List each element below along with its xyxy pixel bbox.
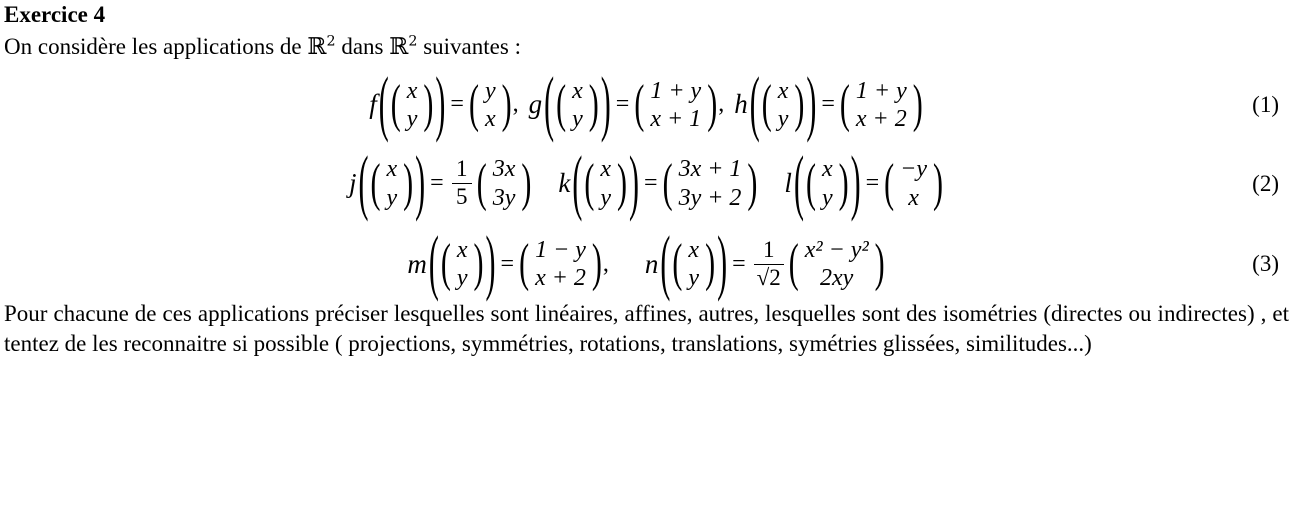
reals-squared-1: ℝ$^2$: [307, 33, 336, 60]
inner-paren-close: ): [705, 234, 716, 293]
inner-paren-open: (: [556, 75, 567, 133]
equation-tag-2: (2): [1252, 170, 1279, 196]
result-paren-close: ): [912, 75, 923, 133]
outer-paren-open: (: [572, 141, 583, 223]
result-paren-close: ): [707, 75, 718, 133]
inner-paren-open: (: [761, 75, 772, 133]
result-paren-open: (: [634, 75, 645, 133]
function-f: f: [369, 89, 377, 120]
function-h: h: [734, 89, 748, 120]
intro-text-mid: dans: [335, 33, 390, 59]
result-paren-open: (: [884, 153, 895, 212]
equals-sign: =: [821, 91, 835, 118]
result-vector: y x: [484, 77, 496, 132]
outer-paren-close: ): [435, 63, 446, 145]
separator-comma: ,: [718, 91, 725, 118]
inner-paren-open: (: [584, 153, 595, 212]
inner-paren-close: ): [838, 153, 849, 212]
inner-paren-close: ): [473, 234, 484, 293]
inner-paren-close: ): [617, 153, 628, 212]
inner-paren-close: ): [423, 75, 434, 133]
function-l: l: [784, 168, 792, 199]
outer-paren-open: (: [358, 141, 369, 223]
document-page: [0, 2, 1293, 509]
result-vector: −y x: [900, 156, 927, 211]
result-paren-open: (: [788, 234, 799, 293]
outer-paren-close: ): [806, 63, 817, 145]
closing-text: Pour chacune de ces applications préciser lesquelles sont linéaires, affines, autres, lesquelles sont des isométries (directes ou indirectes) , et tentez de les reconnaitre si possible ( projections, symmétries, rotations, translations, symétries glissées, similitudes...): [4, 300, 1289, 356]
outer-paren-open: (: [428, 222, 439, 304]
intro-text-after: suivantes :: [417, 33, 521, 59]
equation-tag-1: (1): [1252, 91, 1279, 117]
argument-vector: x y: [688, 236, 700, 292]
equation-row-3: [0, 222, 1293, 304]
coefficient-fraction-sqrt: $\frac{1}{√2}$: [750, 238, 788, 291]
outer-paren-close: ): [850, 141, 861, 223]
result-paren-open: (: [839, 75, 850, 133]
equations-block: [0, 63, 1293, 304]
argument-vector: x y: [777, 77, 789, 132]
equation-row-2: [0, 141, 1293, 223]
outer-paren-open: (: [378, 63, 389, 145]
function-m: m: [407, 248, 427, 279]
argument-vector: x y: [456, 236, 468, 292]
equals-sign: =: [615, 91, 630, 118]
result-vector: 1 + y x + 1: [650, 77, 702, 132]
outer-paren-close: ): [717, 222, 728, 304]
argument-vector: x y: [572, 77, 583, 132]
outer-paren-open: (: [544, 63, 555, 145]
function-k: k: [558, 168, 571, 199]
inner-paren-open: (: [370, 153, 381, 212]
argument-vector: x y: [600, 156, 612, 211]
outer-paren-close: ): [485, 222, 496, 304]
argument-vector: x y: [386, 156, 398, 211]
result-paren-close: ): [521, 153, 532, 212]
reals-squared-2: ℝ$^2$: [389, 33, 418, 60]
function-g: g: [528, 89, 543, 120]
equals-sign: =: [430, 170, 444, 197]
result-vector: 3x 3y: [492, 156, 516, 211]
result-paren-close: ): [747, 153, 758, 212]
result-vector: 3x + 1 3y + 2: [678, 156, 742, 211]
intro-text-before: On considère les applications de: [4, 33, 308, 59]
result-paren-close: ): [874, 234, 885, 293]
equals-sign: =: [865, 170, 880, 197]
result-paren-open: (: [519, 234, 530, 293]
equals-sign: =: [450, 91, 464, 118]
equals-sign: =: [500, 250, 515, 277]
equals-sign: =: [644, 170, 658, 197]
result-paren-open: (: [476, 153, 487, 212]
inner-paren-close: ): [403, 153, 414, 212]
outer-paren-open: (: [749, 63, 760, 145]
inner-paren-open: (: [672, 234, 683, 293]
outer-paren-open: (: [793, 141, 804, 223]
exercise-title: Exercice 4: [4, 2, 106, 27]
result-vector: 1 + y x + 2: [855, 77, 907, 132]
inner-paren-open: (: [805, 153, 816, 212]
function-j: j: [349, 168, 357, 199]
equals-sign: =: [732, 250, 746, 277]
function-n: n: [644, 248, 659, 279]
result-vector: x² − y² 2xy: [804, 236, 869, 292]
outer-paren-close: ): [600, 63, 611, 145]
outer-paren-close: ): [629, 141, 640, 223]
inner-paren-close: ): [794, 75, 805, 133]
inner-paren-close: ): [588, 75, 599, 133]
result-paren-close: ): [501, 75, 512, 133]
result-paren-close: ): [933, 153, 943, 212]
equation-row-1: [0, 63, 1293, 145]
outer-paren-open: (: [660, 222, 671, 304]
result-paren-open: (: [662, 153, 673, 212]
result-paren-close: ): [591, 234, 602, 293]
result-paren-open: (: [468, 75, 479, 133]
outer-paren-close: ): [415, 141, 426, 223]
result-vector: 1 − y x + 2: [535, 236, 586, 292]
inner-paren-open: (: [440, 234, 451, 293]
argument-vector: x y: [821, 156, 833, 211]
equation-tag-3: (3): [1252, 251, 1279, 277]
argument-vector: x y: [406, 77, 418, 132]
coefficient-fraction: $\frac{1}{5}$: [448, 157, 476, 210]
closing-paragraph: [4, 299, 1289, 360]
separator-comma: ,: [602, 250, 609, 277]
exercise-intro: [4, 32, 1293, 63]
separator-comma: ,: [512, 91, 519, 118]
inner-paren-open: (: [390, 75, 401, 133]
